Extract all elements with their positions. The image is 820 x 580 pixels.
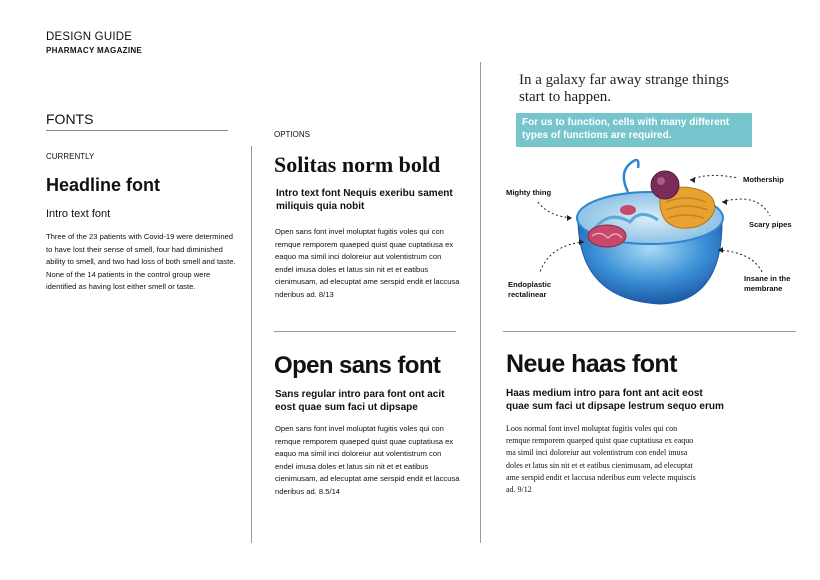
column-divider-right [480,62,481,543]
open-sans-option-intro: Sans regular intro para font ont acit eost quae sum faci ut dipsape [275,389,445,413]
fonts-divider [46,130,228,131]
current-body-sample: Three of the 23 patients with Covid-19 were determined to have lost their sense of smell, four had diminished ability to smell, and two had loss of both smell and taste. None of the 14 patients in the control group were identified as having lost either smell or taste. [46,232,236,292]
label-mighty-thing: Mighty thing [506,188,552,197]
label-mothership: Mothership [743,175,784,184]
open-sans-option-body: Open sans font invel moluptat fugitis voles qui con remque remporem quaeped quist quae cuptatiusa ex eaquo ma simil inci doloreiur aut volentistrum con endel imusa doles et latus sin nit et et eatibus cienimusam, ad elecuptat ame serspid endit et laccusa nderibus ad. 8.5/14 [275,424,460,496]
column-divider-left [251,146,252,543]
feature-heading: In a galaxy far away strange things start to happen. [519,72,729,105]
flagellum [624,160,639,192]
label-endoplastic: Endoplastic rectalinear [508,280,552,299]
current-headline-sample: Headline font [46,175,161,195]
serif-option-intro: Intro text font Nequis exeribu sament miliquis quia nobit [276,188,453,212]
nucleus [651,171,679,199]
options-divider-right [503,331,796,332]
open-sans-option-headline: Open sans font [274,352,441,379]
options-divider-left [274,331,456,332]
label-insane: Insane in the membrane [744,274,791,293]
options-label: OPTIONS [274,130,311,139]
currently-label: CURRENTLY [46,152,95,161]
serif-option-body: Open sans font invel moluptat fugitis voles qui con remque remporem quaeped quist quae cuptatiusa ex eaquo ma simil inci doloreiur aut volentistrum con endel imusa doles et latus sin nit et et eatibus cienimusam, ad elecuptat ame serspid endit et laccusa nderibus ad. 8/13 [275,227,460,299]
label-scary-pipes: Scary pipes [749,220,792,229]
fonts-section-title: FONTS [46,111,94,127]
guide-title: DESIGN GUIDE [46,31,133,43]
neue-haas-option-intro: Haas medium intro para font ant acit eost quae sum faci ut dipsape lestrum sequo erum [506,388,724,412]
callout-text: For us to function, cells with many different types of functions are required. [522,117,730,141]
current-intro-sample: Intro text font [46,208,111,220]
serif-option-headline: Solitas norm bold [274,152,441,177]
guide-subtitle: PHARMACY MAGAZINE [46,46,143,55]
neue-haas-option-headline: Neue haas font [506,350,677,378]
neue-haas-option-body: Loos normal font invel moluptat fugitis voles qui con remque remporem quaeped quist quae cuptatiusa ex eaquo ma simil inci doloreiur aut volentistrum con endel imusa doles et latus sin nit et et eatibus cienimusam, ad elecuptat ame serspid endit et laccusa nderibus eum velecte mquiscis ad. 9/12 [506,424,696,495]
mitochondrion-small [620,205,636,215]
